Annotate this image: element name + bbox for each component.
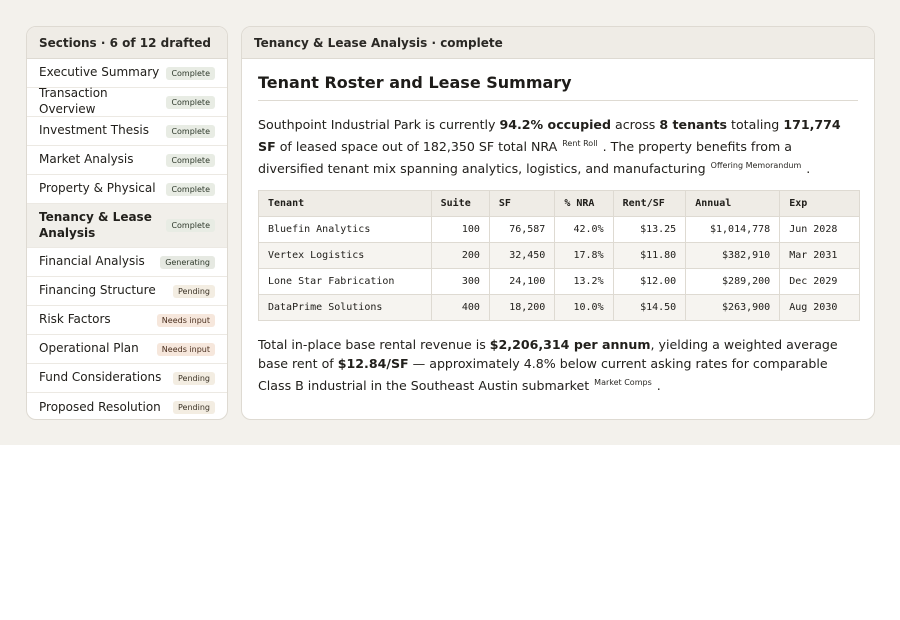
table-cell: $263,900 <box>686 295 780 321</box>
status-badge: Complete <box>166 183 215 196</box>
revenue-paragraph <box>258 335 858 395</box>
column-header: Suite <box>431 191 489 217</box>
table-cell: $14.50 <box>613 295 686 321</box>
table-cell: $13.25 <box>613 217 686 243</box>
text-run: — approximately 4.8% below current asking rates for comparable Class B industrial in the Southeast Austin submarket <box>258 356 828 393</box>
citation-market-comps[interactable]: Market Comps <box>594 378 652 387</box>
table-cell: 32,450 <box>489 243 554 269</box>
table-cell: Aug 2030 <box>780 295 860 321</box>
status-badge: Complete <box>166 125 215 138</box>
section-item[interactable] <box>27 364 227 393</box>
section-label: Investment Thesis <box>39 123 149 138</box>
status-badge: Generating <box>160 256 215 269</box>
citation-rent-roll[interactable]: Rent Roll <box>562 139 598 148</box>
section-item[interactable] <box>27 277 227 306</box>
status-badge: Complete <box>166 96 215 109</box>
table-cell: 18,200 <box>489 295 554 321</box>
text-run: totaling <box>727 117 784 132</box>
section-header: Tenancy & Lease Analysis · complete <box>242 27 874 59</box>
section-item[interactable] <box>27 335 227 364</box>
document-body <box>242 59 874 409</box>
section-label: Operational Plan <box>39 341 139 356</box>
sections-sidebar <box>26 26 228 420</box>
section-item[interactable] <box>27 306 227 335</box>
table-header-row <box>259 191 860 217</box>
text-run: . <box>806 161 811 176</box>
text-run: . <box>656 378 661 393</box>
sections-list <box>27 59 227 420</box>
table-cell: Mar 2031 <box>780 243 860 269</box>
weighted-rent: $12.84/SF <box>337 356 409 371</box>
text-run: Southpoint Industrial Park is currently <box>258 117 500 132</box>
status-badge: Needs input <box>157 314 215 327</box>
occupancy-paragraph <box>258 115 858 178</box>
status-badge: Complete <box>166 154 215 167</box>
table-cell: 10.0% <box>555 295 613 321</box>
column-header: SF <box>489 191 554 217</box>
column-header: Tenant <box>259 191 432 217</box>
table-cell: 13.2% <box>555 269 613 295</box>
section-item[interactable] <box>27 88 227 117</box>
section-label: Fund Considerations <box>39 370 162 385</box>
section-label: Financing Structure <box>39 283 156 298</box>
table-row <box>259 269 860 295</box>
section-item[interactable] <box>27 393 227 420</box>
table-cell: Lone Star Fabrication <box>259 269 432 295</box>
section-label: Market Analysis <box>39 152 134 167</box>
table-row <box>259 217 860 243</box>
column-header: Annual <box>686 191 780 217</box>
section-item[interactable] <box>27 204 227 248</box>
sidebar-header: Sections · 6 of 12 drafted <box>27 27 227 59</box>
table-cell: $12.00 <box>613 269 686 295</box>
tenant-roster-table <box>258 190 860 321</box>
status-badge: Pending <box>173 285 215 298</box>
table-cell: $1,014,778 <box>686 217 780 243</box>
table-cell: 400 <box>431 295 489 321</box>
text-run: of leased space out of 182,350 SF total NRA <box>275 139 558 154</box>
table-cell: $11.80 <box>613 243 686 269</box>
table-cell: Vertex Logistics <box>259 243 432 269</box>
section-item[interactable] <box>27 175 227 204</box>
table-cell: 200 <box>431 243 489 269</box>
table-cell: Bluefin Analytics <box>259 217 432 243</box>
status-badge: Complete <box>166 219 215 232</box>
column-header: Exp <box>780 191 860 217</box>
section-label: Risk Factors <box>39 312 111 327</box>
text-run: Total in-place base rental revenue is <box>258 337 490 352</box>
section-item[interactable] <box>27 146 227 175</box>
occupancy-value: 94.2% occupied <box>499 117 611 132</box>
table-cell: 42.0% <box>555 217 613 243</box>
section-item[interactable] <box>27 248 227 277</box>
text-run: . The property benefits from a diversified tenant mix spanning analytics, logistics, and manufacturing <box>258 139 792 176</box>
table-cell: 300 <box>431 269 489 295</box>
section-label: Executive Summary <box>39 65 160 80</box>
table-body <box>259 217 860 321</box>
section-label: Transaction Overview <box>39 86 108 116</box>
table-row <box>259 295 860 321</box>
table-cell: $289,200 <box>686 269 780 295</box>
table-cell: DataPrime Solutions <box>259 295 432 321</box>
document-title: Tenant Roster and Lease Summary <box>258 73 858 101</box>
status-badge: Pending <box>173 401 215 414</box>
status-badge: Needs input <box>157 343 215 356</box>
table-cell: 100 <box>431 217 489 243</box>
text-run: across <box>610 117 660 132</box>
column-header: % NRA <box>555 191 613 217</box>
table-cell: Dec 2029 <box>780 269 860 295</box>
citation-offering-memorandum[interactable]: Offering Memorandum <box>710 161 802 170</box>
table-cell: 24,100 <box>489 269 554 295</box>
status-badge: Pending <box>173 372 215 385</box>
section-item[interactable] <box>27 117 227 146</box>
annual-revenue: $2,206,314 per annum <box>489 337 651 352</box>
column-header: Rent/SF <box>613 191 686 217</box>
section-label: Tenancy & Lease Analysis <box>39 209 152 240</box>
table-cell: 76,587 <box>489 217 554 243</box>
table-row <box>259 243 860 269</box>
section-label: Property & Physical <box>39 181 156 196</box>
text-run: , yielding a weighted average base rent of <box>258 337 838 371</box>
leased-sf: 171,774 SF <box>258 117 841 154</box>
table-cell: 17.8% <box>555 243 613 269</box>
status-badge: Complete <box>166 67 215 80</box>
section-label: Proposed Resolution <box>39 399 161 414</box>
section-label: Financial Analysis <box>39 254 145 269</box>
table-cell: $382,910 <box>686 243 780 269</box>
section-editor <box>241 26 875 420</box>
table-cell: Jun 2028 <box>780 217 860 243</box>
tenant-count: 8 tenants <box>659 117 728 132</box>
section-item[interactable] <box>27 59 227 88</box>
